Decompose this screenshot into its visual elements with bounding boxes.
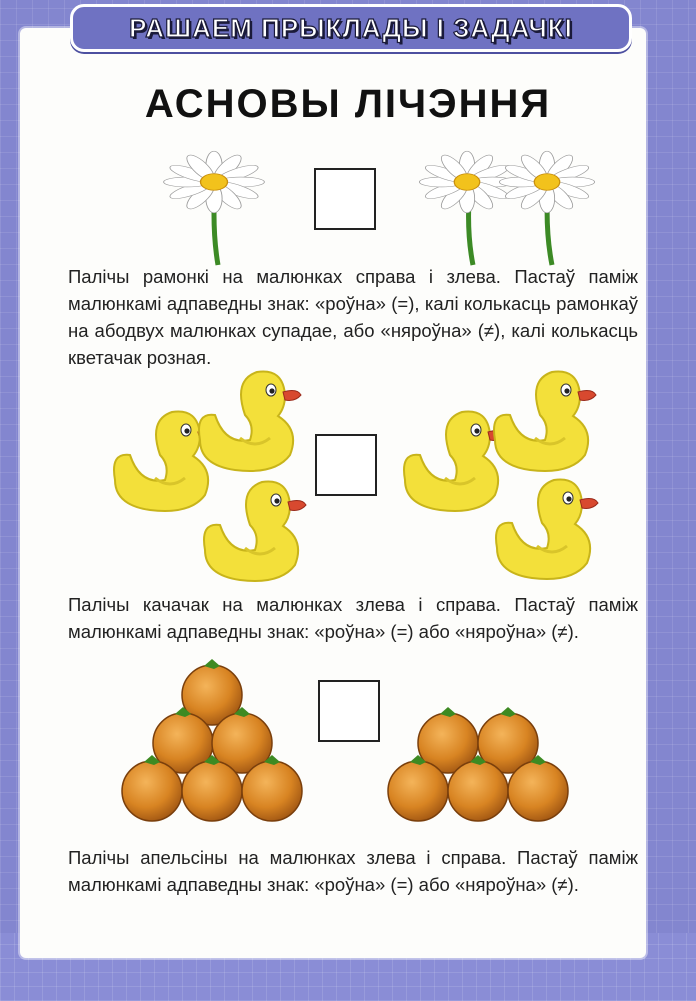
answer-box[interactable]: [314, 168, 376, 230]
answer-box[interactable]: [318, 680, 380, 742]
daisy-icon: [419, 151, 514, 265]
page-title: АСНОВЫ ЛІЧЭННЯ: [144, 82, 552, 126]
exercise-instruction: Палічы рамонкі на малюнках справа і злева. Пастаў паміж малюнкамі адпаведны знак: «роўна» (=), калі колькасць рамонкаў на абодвух малюнках супадае, або «няроўна» (≠), калі колькасць кветачак розная.: [68, 266, 638, 368]
exercise-instruction: Палічы апельсіны на малюнках злева і справа. Пастаў паміж малюнкамі адпаведны знак: «роўна» (=) або «няроўна» (≠).: [68, 847, 638, 895]
duck-icon: [404, 411, 506, 511]
duck-icon: [496, 479, 598, 579]
daisy-icon: [499, 151, 594, 265]
duck-icon: [199, 371, 301, 471]
section-banner: [70, 4, 632, 52]
answer-box[interactable]: [315, 434, 377, 496]
banner-text: РАШАЕМ ПРЫКЛАДЫ І ЗАДАЧКІ: [129, 12, 573, 43]
exercise-instruction: Палічы качачак на малюнках злева і справа. Пастаў паміж малюнкамі адпаведны знак: «роўна» (=) або «няроўна» (≠).: [68, 594, 638, 642]
duck-icon: [494, 371, 596, 471]
daisy-icon: [164, 151, 265, 265]
duck-icon: [204, 481, 306, 581]
